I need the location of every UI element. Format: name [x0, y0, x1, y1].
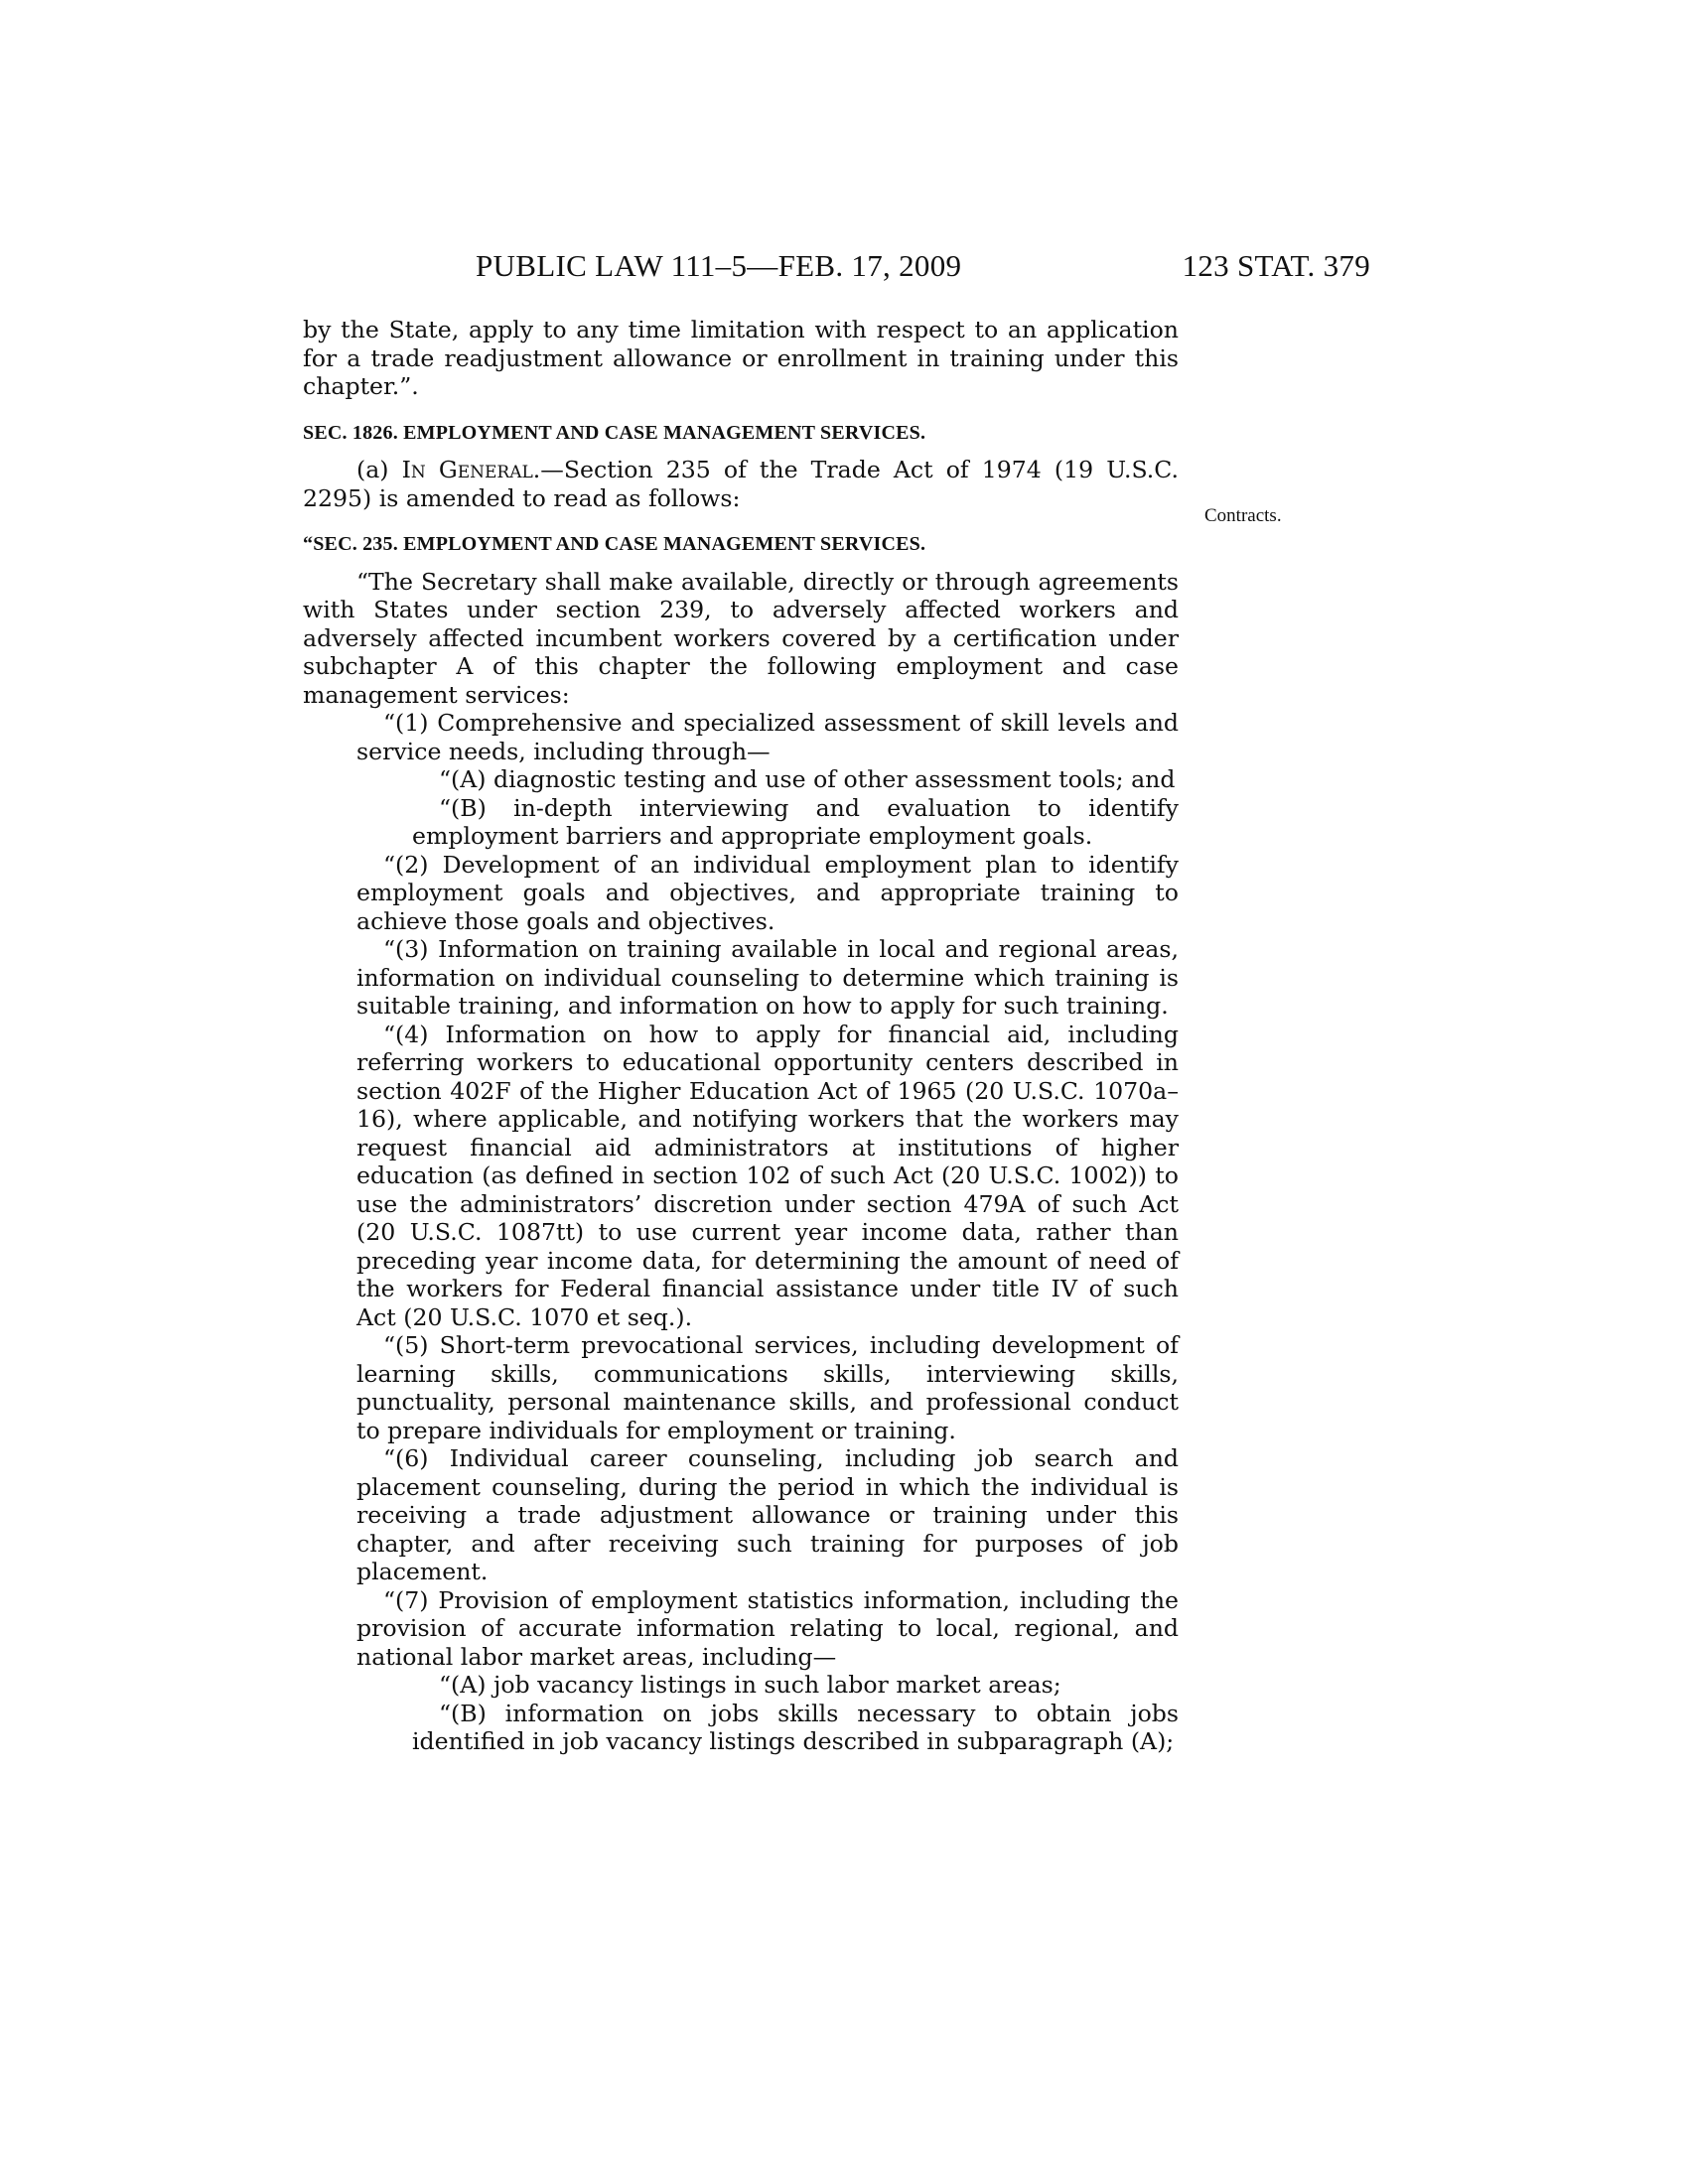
paragraph-7-a: “(A) job vacancy listings in such labor market areas;: [439, 1671, 1061, 1699]
paragraph-1-b: “(B) in-depth interviewing and evaluation to identify employment barriers and appropriate employment goals.: [412, 793, 1179, 850]
paragraph-1: “(1) Comprehensive and specialized assessment of skill levels and service needs, including through—: [356, 709, 1179, 765]
page-header: [298, 248, 1370, 298]
section-235-heading: “SEC. 235. EMPLOYMENT AND CASE MANAGEMENT SERVICES.: [303, 533, 926, 555]
paragraph-1-a: “(A) diagnostic testing and use of other assessment tools; and: [439, 765, 1176, 793]
section-1826-heading: SEC. 1826. EMPLOYMENT AND CASE MANAGEMENT SERVICES.: [303, 421, 926, 444]
document-body: [303, 316, 1179, 1756]
section-1826-a: [303, 456, 1179, 512]
subsection-caption: In General: [401, 456, 533, 483]
paragraph-7-b: “(B) information on jobs skills necessary to obtain jobs identified in job vacancy listings described in subparagraph (A);: [412, 1699, 1179, 1755]
paragraph-6: “(6) Individual career counseling, including job search and placement counseling, during the period in which the individual is receiving a trade adjustment allowance or training under this chapter, and after receiving such training for purposes of job placement.: [356, 1444, 1179, 1585]
section-235-intro: “The Secretary shall make available, directly or through agreements with States under section 239, to adversely affected workers and adversely affected incumbent workers covered by a certification under subchapter A of this chapter the following employment and case management services:: [303, 567, 1179, 709]
paragraph-3: “(3) Information on training available in local and regional areas, information on individual counseling to determine which training is suitable training, and information on how to apply for such training.: [356, 935, 1179, 1020]
running-head: PUBLIC LAW 111–5—FEB. 17, 2009: [476, 248, 962, 283]
paragraph-2: “(2) Development of an individual employment plan to identify employment goals and objectives, and appropriate training to achieve those goals and objectives.: [356, 850, 1179, 935]
subsection-text: .—Section 235 of the Trade Act of 1974 (19 U.S.C. 2295) is amended to read as follows:: [303, 456, 1179, 512]
paragraph-5: “(5) Short-term prevocational services, including development of learning skills, communications skills, interviewing skills, punctuality, personal maintenance skills, and professional conduct to prepare individuals for employment or training.: [356, 1331, 1179, 1444]
paragraph-7: “(7) Provision of employment statistics information, including the provision of accurate information relating to local, regional, and national labor market areas, including—: [356, 1585, 1179, 1671]
paragraph-4: “(4) Information on how to apply for financial aid, including referring workers to educational opportunity centers described in section 402F of the Higher Education Act of 1965 (20 U.S.C. 1070a–16), where applicable, and notifying workers that the workers may request financial aid administrators at institutions of higher education (as defined in section 102 of such Act (20 U.S.C. 1002)) to use the administrators’ discretion under section 479A of such Act (20 U.S.C. 1087tt) to use current year income data, rather than preceding year income data, for determining the amount of need of the workers for Federal financial assistance under title IV of such Act (20 U.S.C. 1070 et seq.).: [356, 1020, 1179, 1331]
subsection-prefix: (a): [356, 456, 402, 483]
margin-note: Contracts.: [1204, 505, 1282, 526]
page-number: 123 STAT. 379: [1182, 248, 1370, 283]
continuation-text: by the State, apply to any time limitation with respect to an application for a trade readjustment allowance or enrollment in training under this chapter.”.: [303, 316, 1179, 400]
